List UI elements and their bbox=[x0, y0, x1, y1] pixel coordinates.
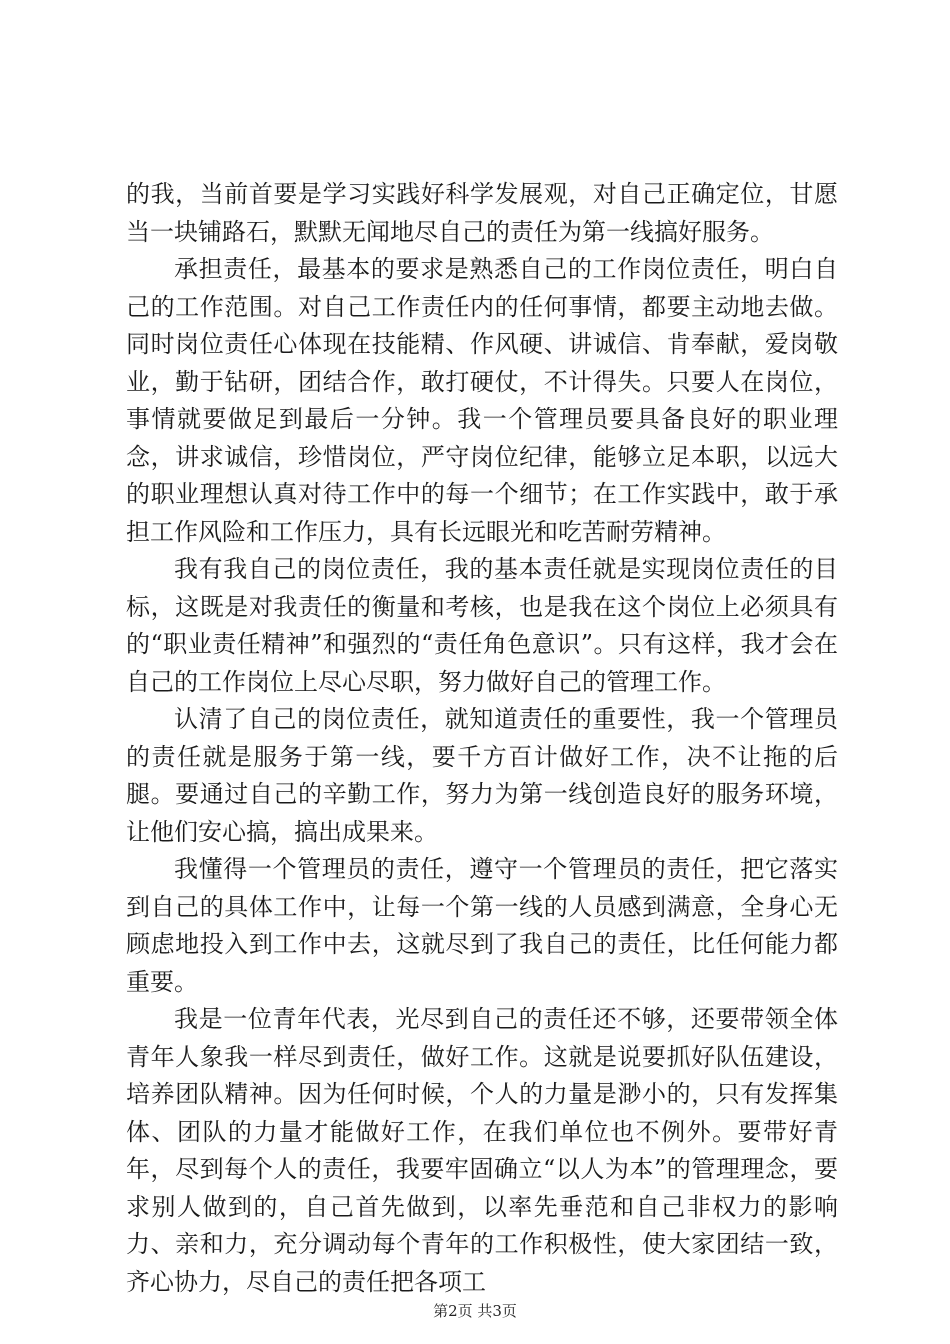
paragraph-2: 承担责任，最基本的要求是熟悉自己的工作岗位责任，明白自己的工作范围。对自己工作责任内的任何事情，都要主动地去做。同时岗位责任心体现在技能精、作风硬、讲诚信、肯奉献，爱岗敬业，勤于钻研，团结合作，敢打硬仗，不计得失。只要人在岗位，事情就要做足到最后一分钟。我一个管理员要具备良好的职业理念，讲求诚信，珍惜岗位，严守岗位纪律，能够立足本职，以远大的职业理想认真对待工作中的每一个细节；在工作实践中，敢于承担工作风险和工作压力，具有长远眼光和吃苦耐劳精神。 bbox=[126, 255, 838, 546]
page-number: 第2页 共3页 bbox=[433, 1302, 517, 1320]
paragraph-6: 我是一位青年代表，光尽到自己的责任还不够，还要带领全体青年人象我一样尽到责任，做好工作。这就是说要抓好队伍建设，培养团队精神。因为任何时候，个人的力量是渺小的，只有发挥集体、团队的力量才能做好工作，在我们单位也不例外。要带好青年，尽到每个人的责任，我要牢固确立“以人为本”的管理理念，要求别人做到的，自己首先做到，以率先垂范和自己非权力的影响力、亲和力，充分调动每个青年的工作积极性，使大家团结一致，齐心协力，尽自己的责任把各项工 bbox=[126, 1005, 838, 1296]
paragraph-1: 的我，当前首要是学习实践好科学发展观，对自己正确定位，甘愿当一块铺路石，默默无闻地尽自己的责任为第一线搞好服务。 bbox=[126, 180, 838, 246]
document-body bbox=[126, 176, 838, 1301]
paragraph-5: 我懂得一个管理员的责任，遵守一个管理员的责任，把它落实到自己的具体工作中，让每一个第一线的人员感到满意，全身心无顾虑地投入到工作中去，这就尽到了我自己的责任，比任何能力都重要。 bbox=[126, 855, 838, 996]
paragraph-4: 认清了自己的岗位责任，就知道责任的重要性，我一个管理员的责任就是服务于第一线，要千方百计做好工作，决不让拖的后腿。要通过自己的辛勤工作，努力为第一线创造良好的服务环境，让他们安心搞，搞出成果来。 bbox=[126, 705, 838, 846]
page-footer bbox=[0, 1300, 950, 1321]
paragraph-3: 我有我自己的岗位责任，我的基本责任就是实现岗位责任的目标，这既是对我责任的衡量和考核，也是我在这个岗位上必须具有的“职业责任精神”和强烈的“责任角色意识”。只有这样，我才会在自己的工作岗位上尽心尽职，努力做好自己的管理工作。 bbox=[126, 555, 838, 696]
